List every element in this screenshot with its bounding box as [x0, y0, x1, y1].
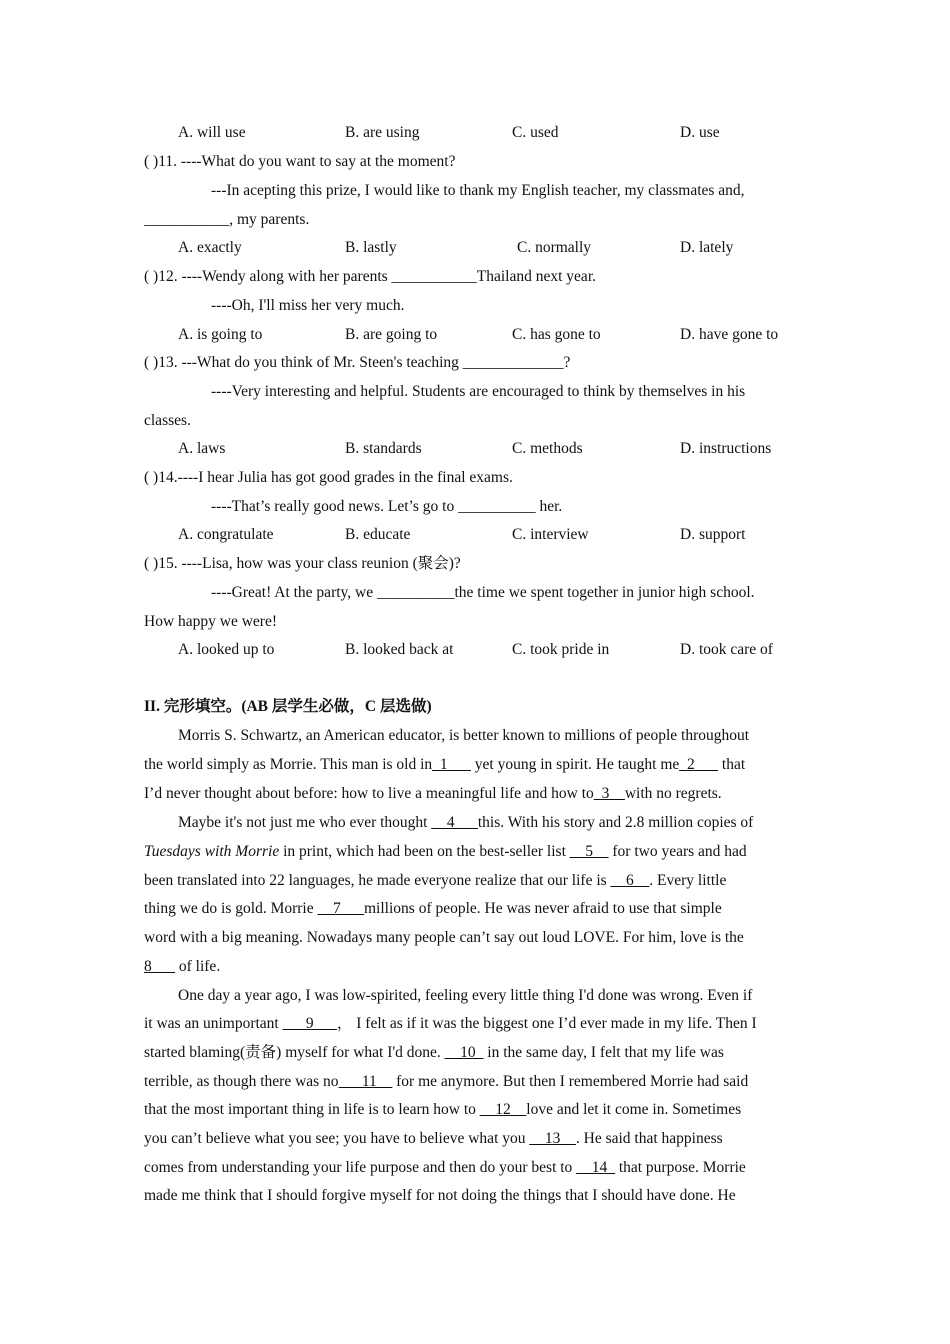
passage-text: love and let it come in. Sometimes: [526, 1101, 742, 1118]
q14-reply: ----That’s really good news. Let’s go to __________ her.: [211, 498, 563, 515]
q13-option-d: D. instructions: [680, 440, 772, 457]
passage-text: yet young in spirit. He taught me: [470, 756, 680, 773]
q15-option-b: B. looked back at: [345, 641, 454, 658]
blank-5[interactable]: __5__: [569, 843, 609, 860]
q13-option-b: B. standards: [345, 440, 422, 457]
passage-text: . Every little: [649, 872, 727, 889]
passage-text: I’d never thought about before: how to live a meaningful life and how to: [144, 785, 594, 802]
passage-line: [144, 755, 745, 775]
passage-text: of life.: [175, 958, 221, 975]
passage-text: in print, which had been on the best-seller list: [279, 843, 570, 860]
passage-text: this. With his story and 2.8 million copies of: [477, 814, 754, 831]
q11-option-a: A. exactly: [178, 239, 242, 256]
passage-line: [144, 957, 220, 977]
q14-stem: ( )14.----I hear Julia has got good grades in the final exams.: [144, 469, 513, 486]
passage-line: [144, 1158, 746, 1178]
passage-text: that: [718, 756, 746, 773]
passage-line: [144, 1072, 748, 1092]
book-title: Tuesdays with Morrie: [144, 843, 280, 860]
passage-text: in the same day, I felt that my life was: [483, 1044, 724, 1061]
blank-9[interactable]: ___9___: [282, 1015, 337, 1032]
passage-text: terrible, as though there was no: [144, 1073, 339, 1090]
q12-option-b: B. are going to: [345, 326, 438, 343]
q14-option-b: B. educate: [345, 526, 411, 543]
q12-option-a: A. is going to: [178, 326, 263, 343]
passage-text: that the most important thing in life is to learn how to: [144, 1101, 480, 1118]
passage-line: One day a year ago, I was low-spirited, feeling every little thing I'd done was wrong. Even if: [178, 987, 753, 1004]
q13-stem: ( )13. ---What do you think of Mr. Steen's teaching _____________?: [144, 354, 571, 371]
passage-text: millions of people. He was never afraid to use that simple: [364, 900, 722, 917]
q13-reply-cont: classes.: [144, 412, 191, 429]
q11-stem: ( )11. ----What do you want to say at the moment?: [144, 153, 456, 170]
passage-text: the world simply as Morrie. This man is old in: [144, 756, 433, 773]
q11-option-d: D. lately: [680, 239, 734, 256]
blank-12[interactable]: __12__: [479, 1101, 527, 1118]
blank-7[interactable]: __7___: [317, 900, 364, 917]
q14-option-c: C. interview: [512, 526, 589, 543]
q12-option-c: C. has gone to: [512, 326, 601, 343]
passage-text: for two years and had: [608, 843, 747, 860]
section-heading: II. 完形填空。(AB 层学生必做，C 层选做): [144, 698, 432, 715]
passage-text: ， I felt as if it was the biggest one I’d ever made in my life. Then I: [336, 1015, 757, 1032]
q15-option-a: A. looked up to: [178, 641, 275, 658]
passage-text: you can’t believe what you see; you have to believe what you: [144, 1130, 530, 1147]
q12-stem: ( )12. ----Wendy along with her parents ___________Thailand next year.: [144, 268, 596, 285]
q15-stem: ( )15. ----Lisa, how was your class reunion (聚会)?: [144, 555, 461, 572]
passage-line: [144, 1043, 724, 1063]
q11-reply-cont: ___________, my parents.: [144, 211, 310, 228]
q15-option-c: C. took pride in: [512, 641, 610, 658]
passage-line: [144, 899, 722, 919]
q11-reply: ---In acepting this prize, I would like to thank my English teacher, my classmates and,: [211, 182, 745, 199]
q10-option-d: D. use: [680, 124, 720, 141]
q11-option-c: C. normally: [517, 239, 592, 256]
blank-1[interactable]: _1___: [432, 756, 471, 773]
q12-option-d: D. have gone to: [680, 326, 779, 343]
passage-text: . He said that happiness: [575, 1130, 723, 1147]
q12-reply: ----Oh, I'll miss her very much.: [211, 297, 405, 314]
blank-14[interactable]: __14_: [576, 1159, 615, 1176]
passage-line: [144, 784, 722, 804]
passage-text: with no regrets.: [624, 785, 722, 802]
passage-text: comes from understanding your life purpose and then do your best to: [144, 1159, 577, 1176]
passage-text: been translated into 22 languages, he made everyone realize that our life is: [144, 872, 611, 889]
q11-option-b: B. lastly: [345, 239, 397, 256]
passage-line: [144, 1129, 723, 1149]
passage-text: thing we do is gold. Morrie: [144, 900, 318, 917]
blank-6[interactable]: __6__: [610, 872, 650, 889]
passage-line: word with a big meaning. Nowadays many people can’t say out loud LOVE. For him, love is the: [144, 929, 744, 946]
passage-text: it was an unimportant: [144, 1015, 283, 1032]
passage-text: Maybe it's not just me who ever thought: [178, 814, 432, 831]
blank-10[interactable]: __10_: [444, 1044, 484, 1061]
passage-line: [178, 813, 753, 833]
passage-text: for me anymore. But then I remembered Morrie had said: [392, 1073, 749, 1090]
q10-option-c: C. used: [512, 124, 559, 141]
q13-reply: ----Very interesting and helpful. Students are encouraged to think by themselves in his: [211, 383, 746, 400]
passage-line: [144, 1100, 741, 1120]
q15-reply-cont: How happy we were!: [144, 613, 277, 630]
q13-option-c: C. methods: [512, 440, 583, 457]
passage-text: that purpose. Morrie: [614, 1159, 746, 1176]
q14-option-a: A. congratulate: [178, 526, 274, 543]
blank-3[interactable]: _3__: [593, 785, 625, 802]
passage-text: started blaming(责备) myself for what I'd done.: [144, 1044, 445, 1061]
blank-13[interactable]: __13__: [529, 1130, 576, 1147]
q13-option-a: A. laws: [178, 440, 226, 457]
q10-option-b: B. are using: [345, 124, 420, 141]
passage-line: [144, 1014, 757, 1034]
blank-8[interactable]: 8___: [144, 958, 175, 975]
blank-4[interactable]: __4___: [431, 814, 478, 831]
passage-line: made me think that I should forgive myself for not doing the things that I should have done. He: [144, 1187, 736, 1204]
q10-option-a: A. will use: [178, 124, 246, 141]
q15-reply: ----Great! At the party, we __________the time we spent together in junior high school.: [211, 584, 755, 601]
blank-11[interactable]: ___11__: [338, 1073, 393, 1090]
q15-option-d: D. took care of: [680, 641, 773, 658]
passage-line: Morris S. Schwartz, an American educator, is better known to millions of people throughout: [178, 727, 750, 744]
q14-option-d: D. support: [680, 526, 746, 543]
blank-2[interactable]: _2___: [679, 756, 719, 773]
passage-line: [144, 871, 726, 891]
passage-line: [144, 842, 747, 862]
